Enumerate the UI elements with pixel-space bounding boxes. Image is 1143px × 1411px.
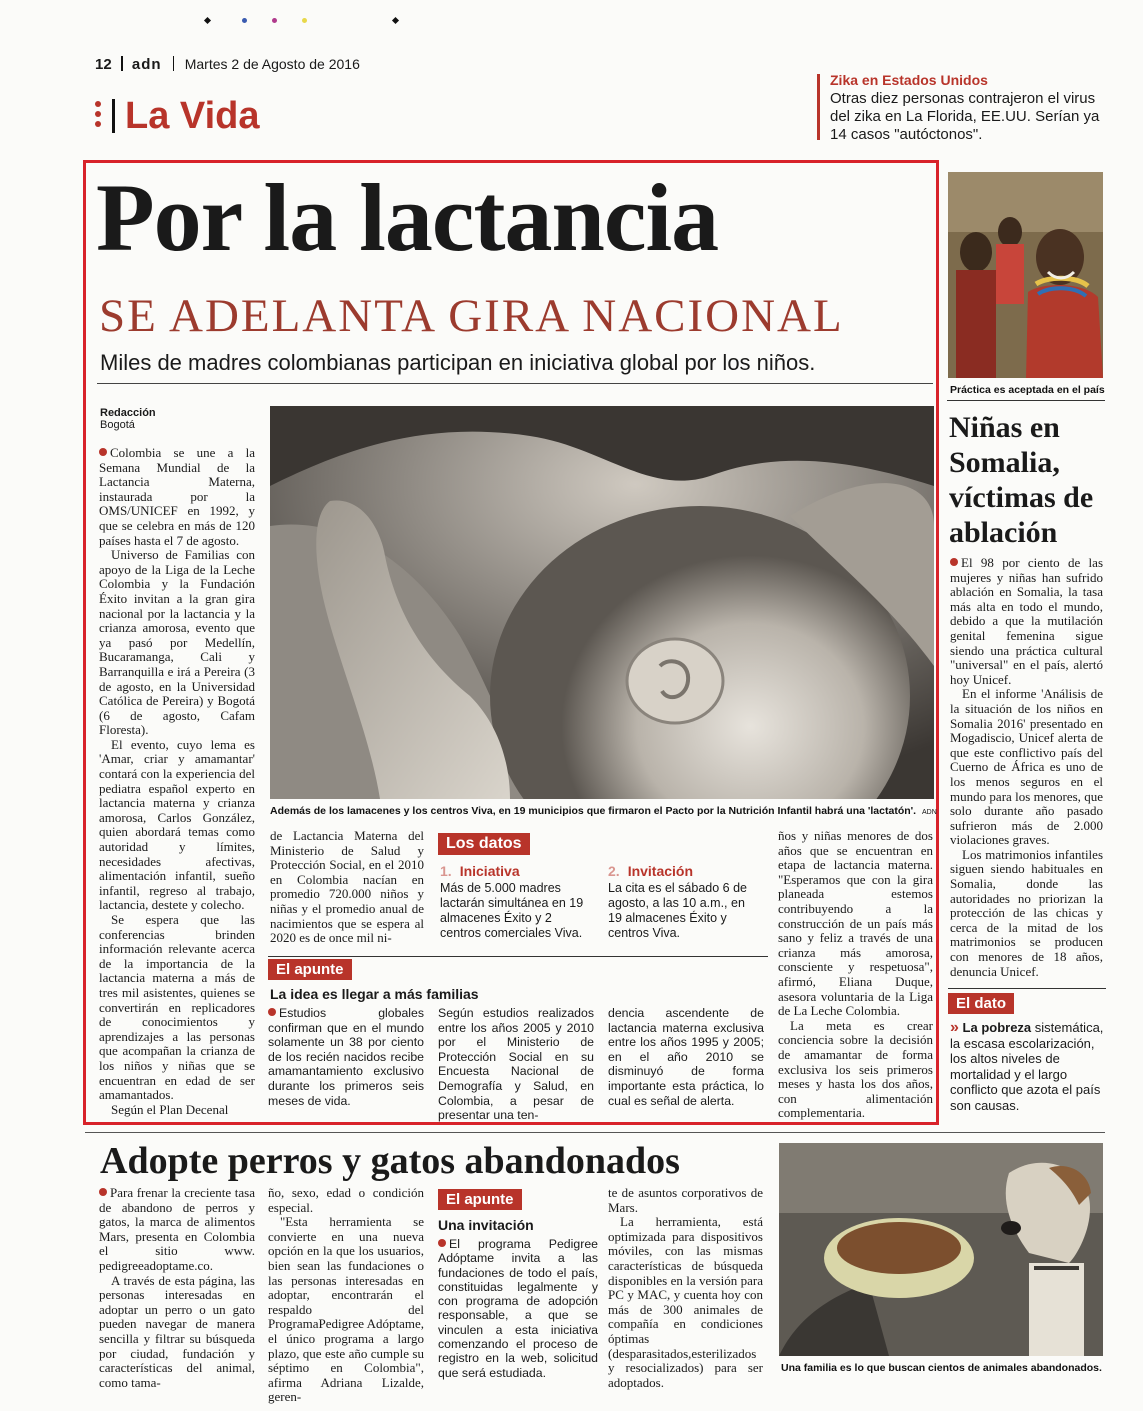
main-headline: Por la lactancia — [96, 164, 719, 271]
main-col1-p2: Universo de Familias con apoyo de la Liga de la Leche Colombia y la Fundación Éxito invitan a la gran gira nacional por la lactancia y la crianza amorosa, evento que ya pasó por Medellín, Bucaramanga, Cali y Barranquilla e irá a Pereira (3 de agosto, en la Universidad Católica de Pereira) y Bogotá (6 de agosto, Cafam Floresta). — [99, 547, 255, 738]
bullet-dot-icon — [438, 1239, 446, 1247]
somalia-headline: Niñas en Somalia, víctimas de ablación — [949, 411, 1094, 549]
somalia-photo-caption: Práctica es aceptada en el país — [950, 384, 1105, 396]
el-apunte-col3: dencia ascendente de lactancia materna exclusiva entre los años 1995 y 2005; en el año 2010 se disminuyó de forma importante esta práctica, lo cual es señal de alerta. — [608, 1006, 764, 1108]
el-apunte-headline: La idea es llegar a más familias — [270, 986, 479, 1002]
main-col1 — [99, 446, 255, 1117]
breastfeeding-photo — [270, 406, 934, 799]
pets-apunte-text: El programa Pedigree Adóptame invita a las fundaciones de todo el país, constituidas legalmente y con programa de adopción responsable, a que se vinculen a esta iniciativa comenzando el proceso de registro en la web, solicitud que será estudiada. — [438, 1237, 598, 1380]
chevron-right-icon: » — [950, 1019, 959, 1036]
issue-date: Martes 2 de Agosto de 2016 — [184, 56, 360, 72]
main-col1-p1: Colombia se une a la Semana Mundial de la Lactancia Materna, instaurada por la OMS/UNICEF en 1992, y que se celebra en más de 120 países hasta el 7 de agosto. — [99, 445, 255, 548]
byline: Redacción — [100, 407, 156, 419]
datos-item-2-num: 2. — [608, 863, 620, 879]
bullet-dot-icon — [268, 1008, 276, 1016]
dog-photo — [779, 1143, 1103, 1356]
los-datos-box — [438, 833, 758, 948]
main-subhead: SE ADELANTA GIRA NACIONAL — [99, 290, 844, 342]
el-apunte-col1: Estudios globales confirman que en el mundo solamente un 38 por ciento de los recién nacidos recibe amamantamiento exclusivo durante los primeros seis meses de vida. — [268, 1006, 424, 1108]
main-col1-p5: Según el Plan Decenal — [111, 1101, 229, 1117]
datos-item-2-text: La cita es el sábado 6 de agosto, a las 10 a.m., en 19 almacenes Éxito y centros Viva. — [608, 881, 747, 940]
bullet-dot-icon — [99, 1188, 107, 1196]
main-col3: ños y niñas menores de dos años que se encuentran en etapa de lactancia materna. "Esperamos que con la gira planeada estemos contribuyendo a la construcción de un país más sano y feliz a través de una crianza más amorosa, consciente y respetuosa", afirmó, Eliana Duque, asesora voluntaria de la Liga de La Leche Colombia. La meta es crear conciencia sobre la decisión de amamantar de forma exclusiva los seis primeros meses y hasta los dos años, con alimentación complementaria. — [778, 828, 933, 1121]
datos-item-1 — [440, 863, 595, 941]
main-dek: Miles de madres colombianas participan en iniciativa global por los niños. — [100, 350, 816, 375]
datos-item-2 — [608, 863, 758, 941]
folio-bar — [95, 54, 695, 76]
pets-apunte-box — [438, 1186, 598, 1386]
el-dato-text: » La pobreza sistemática, la escasa escolarización, los altos niveles de mortalidad y el largo conflicto que azota el país son causas. — [950, 1019, 1104, 1113]
pets-col2: ño, sexo, edad o condición especial. "Esta herramienta se convierte en una nueva opción en la que los usuarios, bien sean las fundaciones o las personas interesadas en adoptar, encontrarán el respaldo del ProgramaPedigree Adóptame, el único programa a largo plazo, que este año cumple su séptimo en Colombia", afirma Adriana Lizalde, geren- — [268, 1185, 424, 1405]
registration-marks — [205, 18, 405, 26]
el-apunte-box — [268, 956, 768, 1123]
main-col1-p4: Se espera que las conferencias brinden información relevante acerca de la importancia de la lactancia materna a más de tres mil asistentes, quienes se convertirán en replicadores de conocimientos y aprendizajes a las personas que acompañan la crianza de los niños y niñas que se encuentran en edad de ser amamantados. — [99, 912, 255, 1103]
el-dato-title: El dato — [948, 993, 1014, 1014]
datos-item-1-title: Iniciativa — [459, 863, 520, 879]
pets-col1: Para frenar la creciente tasa de abandono de perros y gatos, la marca de alimentos Mars, presenta en Colombia el sitio www. pedigreeadoptame.co. A través de esta página, las personas interesadas en adoptar un perro o un gato pueden navegar de manera sencilla y filtrar su búsqueda por ciudad, fundación y características del animal, como tama- — [99, 1185, 255, 1390]
byline-block — [100, 407, 250, 431]
main-col2: de Lactancia Materna del Ministerio de Salud y Protección Social, en el 2010 en Colombia nacían en promedio 720.000 niños y niñas y el promedio anual de nacimientos que se espera al 2020 es de once mil ni- — [270, 828, 424, 946]
teaser-kicker: Zika en Estados Unidos — [830, 72, 988, 88]
bullet-dot-icon — [99, 448, 107, 456]
section-title: La Vida — [125, 95, 260, 137]
bullet-dot-icon — [950, 558, 958, 566]
datos-item-2-title: Invitación — [627, 863, 694, 879]
pets-apunte-headline: Una invitación — [438, 1217, 534, 1233]
pets-col4: te de asuntos corporativos de Mars. La herramienta, está optimizada para dispositivos móviles, con las mismas características de búsqueda disponibles en la versión para PC y MAC, y cuenta hoy con más de 300 animales de compañía en condiciones óptimas (desparasitados,esterilizados y resocializados) para ser adoptados. — [608, 1185, 763, 1390]
datos-item-1-num: 1. — [440, 863, 452, 879]
byline-location: Bogotá — [100, 419, 135, 431]
main-photo-caption: Además de los lamacenes y los centros Viva, en 19 municipios que firmaron el Pacto por la Nutrición Infantil habrá una 'lactatón'. ADN — [270, 805, 937, 817]
pets-apunte-title: El apunte — [438, 1189, 522, 1210]
teaser-text: Otras diez personas contrajeron el virus del zika en La Florida, EE.UU. Serían ya 14 casos "autóctonos". — [830, 90, 1100, 143]
main-col1-p3: El evento, cuyo lema es 'Amar, criar y amamantar' contará con la experiencia del pediatra español experto en lactancia materna y crianza amorosa, Carlos González, quien abordará temas como autoridad y límites, necesidades afectivas, alimentación infantil, sueño infantil, regreso al trabajo, lactancia, destete y colecho. — [99, 736, 255, 913]
somalia-photo — [948, 172, 1103, 378]
el-dato-lead: La pobreza — [962, 1020, 1032, 1035]
datos-item-1-text: Más de 5.000 madres lactarán simultánea en 19 almacenes Éxito y 2 centros comerciales Viva. — [440, 881, 584, 940]
photo-credit: ADN — [922, 809, 937, 816]
section-dots-icon — [95, 101, 101, 131]
el-apunte-col2: Según estudios realizados entre los años 2005 y 2010 por el Ministerio de Protección Social en su Encuesta Nacional de Demografía y Salud, en Colombia, a pesar de presentar una ten- — [438, 1006, 594, 1123]
pets-headline: Adopte perros y gatos abandonados — [100, 1140, 680, 1182]
el-apunte-title: El apunte — [268, 959, 352, 980]
teaser-box[interactable] — [817, 72, 1107, 144]
page-number: 12 — [95, 56, 112, 73]
dog-photo-caption: Una familia es lo que buscan cientos de animales abandonados. — [781, 1362, 1102, 1374]
brand-logo: adn — [131, 56, 162, 73]
el-dato-box — [948, 988, 1108, 1113]
los-datos-title: Los datos — [438, 833, 530, 855]
somalia-body: El 98 por ciento de las mujeres y niñas han sufrido ablación en Somalia, la tasa más alta en todo el mundo, debido a que la mutilación genital femenina sigue siendo una práctica cultural "universal" en el país, alertó hoy Unicef. En el informe 'Análisis de la situación de los niños en Somalia 2016' presentado en Mogadiscio, Unicef alerta de que este conflictivo país del Cuerno de África es uno de los menos seguros en el mundo para los menores, que solo durante año pasado sufrieron más de 2.000 violaciones graves. Los matrimonios infantiles siguen siendo habituales en Somalia, donde las autoridades no priorizan la protección de las chicas y cerca de la mitad de los matrimonios se producen con menores de 18 años, denuncia Unicef. — [950, 555, 1103, 979]
